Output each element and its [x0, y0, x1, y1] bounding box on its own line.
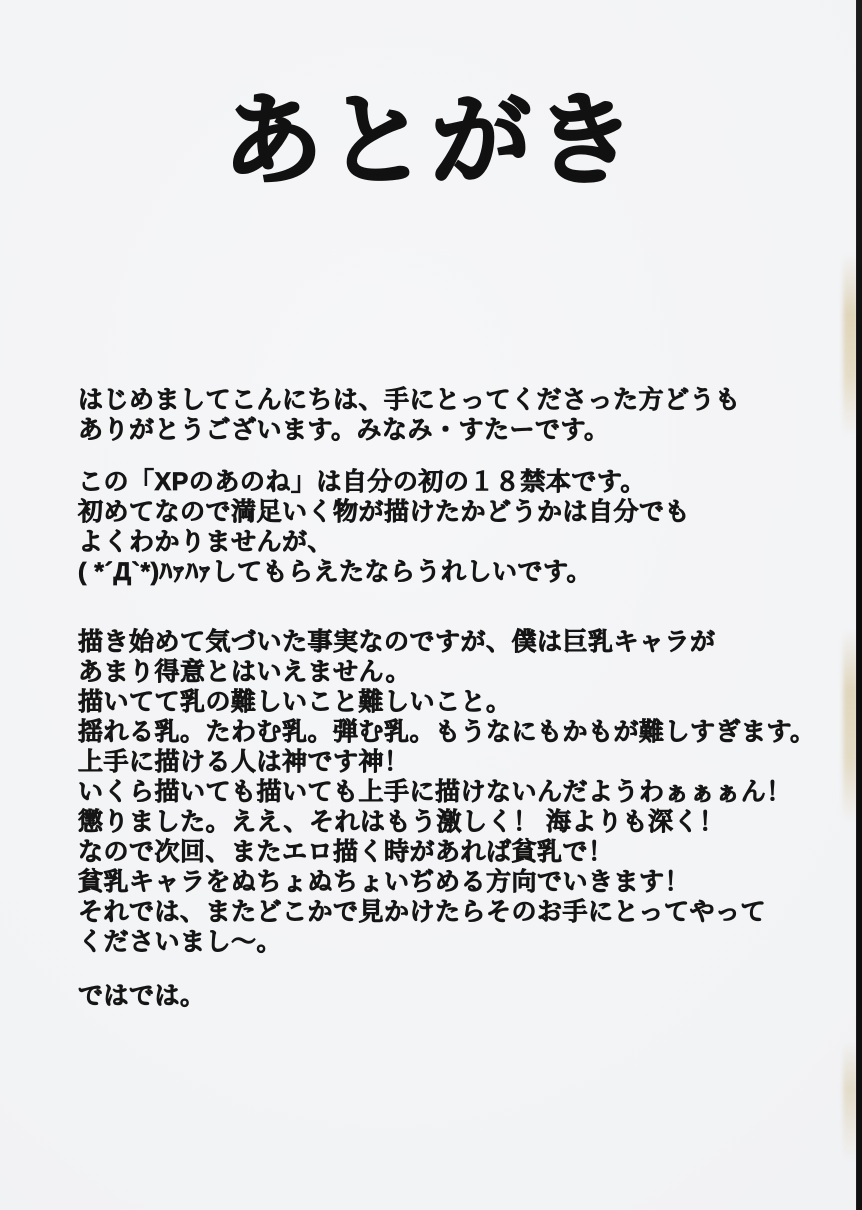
text-line: くださいまし～。 — [78, 928, 283, 956]
text-line: なので次回、またエロ描く時があれば貧乳で！ — [78, 838, 614, 866]
page-title: あとがき — [223, 85, 639, 197]
text-line: 揺れる乳。たわむ乳。弾む乳。もうなにもかもが難しすぎます。 — [78, 718, 816, 746]
text-line: 描き始めて気づいた事実なのですが、僕は巨乳キャラが — [78, 628, 716, 656]
text-line: ではでは。 — [78, 982, 206, 1010]
paragraph-closing — [78, 981, 206, 1011]
paragraph-main-reflection — [78, 627, 816, 957]
paragraph-about-book — [78, 467, 690, 587]
text-line: 懲りました。ええ、それはもう激しく！ 海よりも深く！ — [78, 808, 725, 836]
text-line: 上手に描ける人は神です神！ — [78, 748, 410, 776]
text-line: ( *´Д`*)ﾊｧﾊｧしてもらえたならうれしいです。 — [78, 558, 593, 586]
text-line: 描いてて乳の難しいこと難しいこと。 — [78, 688, 512, 716]
text-line: それでは、またどこかで見かけたらそのお手にとってやって — [78, 898, 767, 926]
text-line: いくら描いても描いても上手に描けないんだようわぁぁぁん！ — [78, 778, 792, 806]
text-line: はじめましてこんにちは、手にとってくださった方どうも — [78, 386, 741, 414]
text-line: この「XPのあのね」は自分の初の１８禁本です。 — [78, 468, 646, 496]
scan-edge-border — [856, 0, 862, 1210]
text-line: 初めてなので満足いく物が描けたかどうかは自分でも — [78, 498, 691, 526]
text-line: ありがとうございます。みなみ・すたーです。 — [78, 416, 610, 444]
text-line: 貧乳キャラをぬちょぬちょいぢめる方向でいきます！ — [78, 868, 691, 896]
text-line: あまり得意とはいえません。 — [78, 658, 412, 686]
text-line: よくわかりませんが、 — [78, 528, 334, 556]
paragraph-greeting — [78, 385, 741, 445]
